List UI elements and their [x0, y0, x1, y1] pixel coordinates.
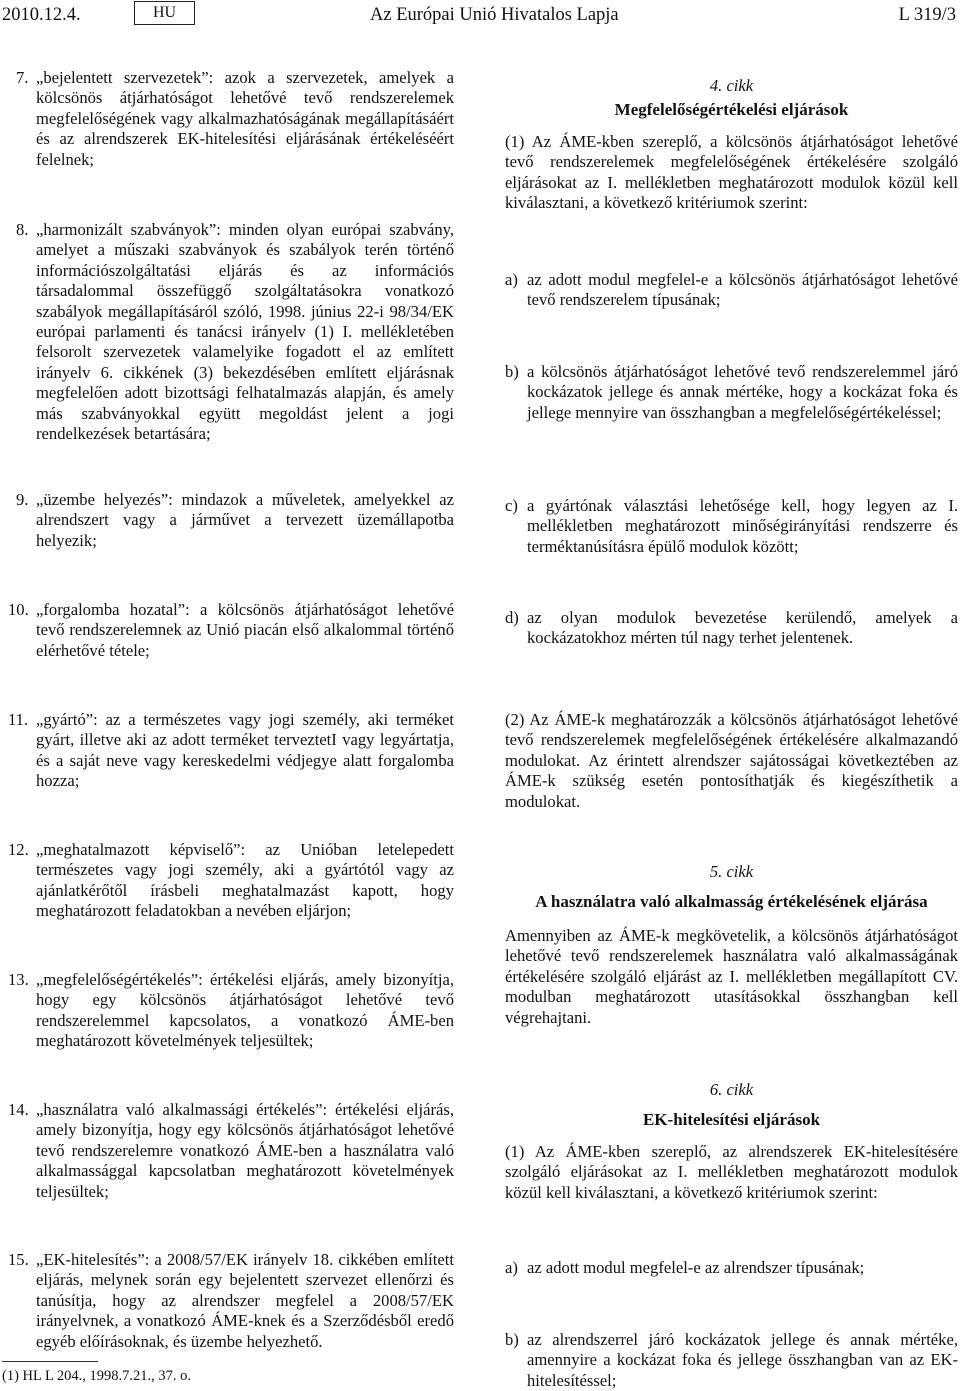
definition-number: 10. [8, 600, 29, 619]
paragraph: (1) Az ÁME-kben szereplő, az alrendszerek EK-hitelesítésére szolgáló eljárásokat az I. mellékletben meghatározott modulok közül kell kiválasztani, a következő kritériumok szerint: [505, 1142, 958, 1202]
paragraph: (1) Az ÁME-kben szereplő, a kölcsönös átjárhatóságot lehetővé tevő rendszerelemek megfelelőségének értékelésére szolgáló eljárásokat az I. mellékletben meghatározott modulok közül kell kiválasztani, a következő kritériumok szerint: [505, 132, 958, 213]
article-title: A használatra való alkalmasság értékelésének eljárása [535, 892, 928, 911]
definition-text: „harmonizált szabványok”: minden olyan európai szabvány, amelyet a műszaki szabványok és szabályok terén történő információszolgáltatási eljárás és az információs társadalommal összefüggő szolgáltatásokra vonatkozó szabályok megállapításáról szóló, 1998. június 22-i 98/34/EK európai parlamenti és tanácsi irányelv (1) I. mellékletében felsorolt szervezetek valamelyike fogadott el az említett irányelv 6. cikkének (3) bekezdésében említett eljárásnak megfelelően adott bizottsági felhatalmazás alapján, és amely más szabványokkal együtt megoldást jelent a jogi rendelkezések betartására; [36, 220, 454, 444]
page-header [0, 0, 960, 40]
list-label: c) [505, 496, 518, 515]
article-number: 5. cikk [709, 862, 754, 881]
publication-date: 2010.12.4. [2, 5, 81, 25]
list-item-text: az adott modul megfelel-e a kölcsönös átjárhatóságot lehetővé tevő rendszerelem típusának; [527, 270, 958, 310]
article-number: 4. cikk [709, 76, 754, 95]
definition-number: 15. [8, 1250, 29, 1269]
list-label: a) [505, 270, 518, 289]
list-item-text: az adott modul megfelel-e az alrendszer típusának; [527, 1258, 865, 1277]
definition-text: „megfelelőségértékelés”: értékelési eljárás, amely bizonyítja, hogy egy kölcsönös átjárhatóságot lehetővé tevő rendszerelemmel kapcsolatos, a vonatkozó ÁME-ben meghatározott követelmények teljesültek; [36, 970, 454, 1051]
list-label: b) [505, 362, 519, 381]
list-item-text: a gyártónak választási lehetősége kell, hogy legyen az I. mellékletben meghatározott minőségirányítási rendszerre és terméktanúsításra épülő modulok között; [527, 496, 958, 556]
language-badge: HU [134, 1, 195, 25]
definition-number: 11. [8, 710, 29, 729]
definition-text: „bejelentett szervezetek”: azok a szervezetek, amelyek a kölcsönös átjárhatóságot lehetővé tevő rendszerelemek megfelelőségének vagy alkalmazhatóságának megállapításáért és az alrendszerek EK-hitelesítési eljárásának értékeléséért felelnek; [36, 68, 454, 169]
journal-title: Az Európai Unió Hivatalos Lapja [370, 5, 619, 25]
paragraph: (2) Az ÁME-k meghatározzák a kölcsönös átjárhatóságot lehetővé tevő rendszerelemek megfelelőségének értékelésére alkalmazandó modulokat. Az érintett alrendszer sajátosságai következtében az ÁME-k szükség esetén pontosíthatják és kiegészíthetik a modulokat. [505, 710, 958, 811]
definition-text: „használatra való alkalmassági értékelés”: értékelési eljárás, amely bizonyítja, hogy egy kölcsönös átjárhatóságot lehetővé tevő rendszerelemre vonatkozó ÁME-ben a használatra való alkalmassággal kapcsolatban meghatározott követelmények teljesültek; [36, 1100, 454, 1201]
definition-number: 13. [8, 970, 29, 989]
definition-text: „forgalomba hozatal”: a kölcsönös átjárhatóságot lehetővé tevő rendszerelemnek az Unió piacán első alkalommal történő elérhetővé tétele; [36, 600, 454, 660]
definition-number: 14. [8, 1100, 29, 1119]
list-item-text: az olyan modulok bevezetése kerülendő, amelyek a kockázatokhoz mérten túl nagy terhet jelentenek. [527, 608, 958, 648]
footnote-separator [2, 1361, 98, 1362]
list-label: d) [505, 608, 519, 627]
footnote: (1) HL L 204., 1998.7.21., 37. o. [2, 1368, 192, 1384]
page-number: L 319/3 [898, 5, 956, 25]
definition-number: 7. [16, 68, 29, 87]
definition-number: 9. [16, 490, 29, 509]
definition-text: „EK-hitelesítés”: a 2008/57/EK irányelv 18. cikkében említett eljárás, melynek során egy bejelentett szervezet ellenőrzi és tanúsítja, hogy az alrendszer megfelel a 2008/57/EK irányelvnek, a vonatkozó ÁME-knek és a Szerződésből eredő egyéb előírásoknak, és üzembe helyezhető. [36, 1250, 454, 1351]
definition-text: „üzembe helyezés”: mindazok a műveletek, amelyekkel az alrendszert vagy a járművet a tervezett üzemállapotba helyezik; [36, 490, 454, 550]
definition-number: 8. [16, 220, 29, 239]
definition-text: „gyártó”: az a természetes vagy jogi személy, aki terméket gyárt, illetve aki az adott terméket terveztetI vagy legyártatja, és a saját neve vagy kereskedelmi védjegye alatt forgalomba hozza; [36, 710, 454, 791]
article-title: EK-hitelesítési eljárások [642, 1110, 821, 1129]
article-number: 6. cikk [709, 1080, 754, 1099]
list-item-text: az alrendszerrel járó kockázatok jellege és annak mértéke, amennyire a kockázat foka és jellege összhangban van az EK-hitelesítéssel; [527, 1330, 958, 1390]
definition-text: „meghatalmazott képviselő”: az Unióban letelepedett természetes vagy jogi személy, aki a gyártótól vagy az ajánlatkérőtől írásbeli meghatalmazást kapott, hogy meghatározott feladatokban a nevében eljárjon; [36, 840, 454, 921]
paragraph: Amennyiben az ÁME-k megkövetelik, a kölcsönös átjárhatóságot lehetővé tevő rendszerelemek használatra való alkalmasságának értékelésére szolgáló eljárást az I. mellékletben megállapított CV. modulban meghatározott utasításokkal összhangban kell végrehajtani. [505, 926, 958, 1027]
list-label: a) [505, 1258, 518, 1277]
article-title: Megfelelőségértékelési eljárások [614, 100, 849, 119]
list-item-text: a kölcsönös átjárhatóságot lehetővé tevő rendszerelemmel járó kockázatok jellege és annak mértéke, hogy a kockázat foka és jellege mennyire van összhangban a megfelelőségértékeléssel; [527, 362, 958, 422]
definition-number: 12. [8, 840, 29, 859]
list-label: b) [505, 1330, 519, 1349]
